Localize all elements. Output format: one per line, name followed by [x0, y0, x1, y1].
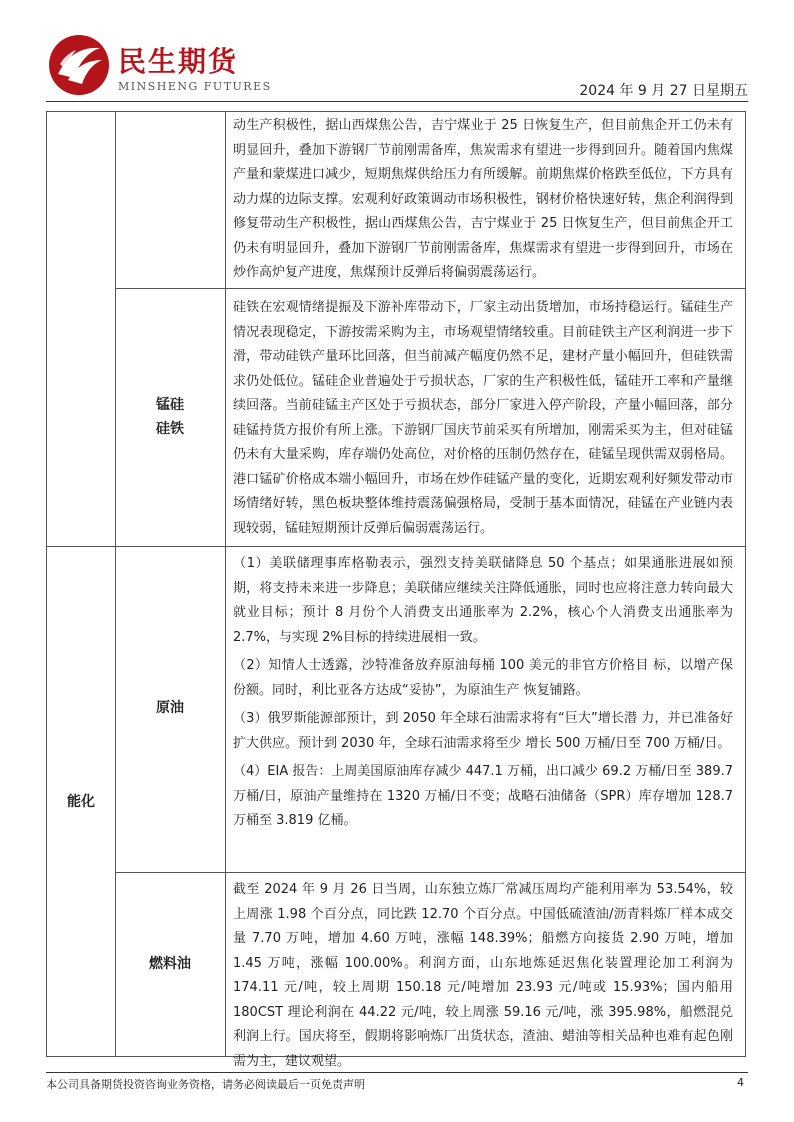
crude-oil-point-4: （4）EIA 报告：上周美国原油库存减少 447.1 万桶，出口减少 69.2 万桶/日至 389.7 万桶/日，原油产量维持在 1320 万桶/日不变；战略石油储备（SPR）库存增加 128.7 万桶至 3.819 亿桶。 [233, 764, 733, 828]
brand-name-english: MINSHENG FUTURES [118, 80, 272, 93]
crude-oil-point-1: （1）美联储理事库格勒表示，强烈支持美联储降息 50 个基点；如果通胀进展如预期，将支持未来进一步降息；美联储应继续关注降低通胀，同时也应将注意力转向最大就业目标；预计 8 月份个人消费支出通胀率为 2.2%，核心个人消费支出通胀率为 2.7%，与实现 2%目标的持续进展相一致。 [233, 556, 733, 645]
ferroalloy-analysis: 硅铁在宏观情绪提振及下游补库带动下，厂家主动出货增加，市场持稳运行。锰硅生产情况表现稳定，下游按需采购为主，市场观望情绪较重。目前硅铁主产区利润进一步下滑，带动硅铁产量环比回落，但当前减产幅度仍然不足，建材产量小幅回升，但硅铁需求仍处低位。锰硅企业普遍处于亏损状态，厂家的生产积极性低，锰硅开工率和产量继续回落。当前硅锰主产区处于亏损状态，部分厂家进入停产阶段，产量小幅回落，部分硅锰持货方报价有所上涨。下游钢厂国庆节前采买有所增加，刚需采买为主，但对硅锰仍未有大量采购，库存端仍处高位，对价格的压制仍然存在，硅锰呈现供需双弱格局。港口锰矿价格成本端小幅回升，市场在炒作硅锰产量的变化，近期宏观利好频发带动市场情绪好转，黑色板块整体维持震荡偏强格局，受制于基本面情况，硅锰在产业链内表现较弱，锰硅短期预计反弹后偏弱震荡运行。 [233, 300, 733, 536]
header-divider [46, 101, 748, 102]
commodity-table [46, 111, 746, 1069]
crude-oil-point-2: （2）知情人士透露，沙特准备放弃原油每桶 100 美元的非官方价格目 标，以增产保份额。同时，利比亚各方达成“妥协”，为原油生产 恢复铺路。 [233, 658, 733, 698]
page-header [0, 0, 794, 104]
page-number: 4 [737, 1076, 744, 1089]
ferroalloy-label: 锰硅 硅铁 [156, 397, 184, 437]
report-date: 2024 年 9 月 27 日星期五 [579, 83, 748, 99]
disclaimer-note: 本公司具备期货投资咨询业务资格，请务必阅读最后一页免责声明 [46, 1078, 365, 1091]
energy-chemicals-label: 能化 [67, 794, 95, 810]
brand-name: 民生期货 [118, 45, 239, 78]
crude-oil-analysis [225, 552, 739, 870]
footer-divider [46, 1072, 748, 1073]
crude-oil-label: 原油 [156, 700, 184, 716]
minsheng-logo [48, 34, 110, 96]
crude-oil-point-3: （3）俄罗斯能源部预计，到 2050 年全球石油需求将有“巨大”增长潜 力，并已准备好扩大供应。预计到 2030 年，全球石油需求将至少 增长 500 万桶/日至 700 万桶/日。 [233, 711, 733, 751]
fuel-oil-analysis: 截至 2024 年 9 月 26 日当周，山东独立炼厂常减压周均产能利用率为 53.54%，较上周涨 1.98 个百分点，同比跌 12.70 个百分点。中国低硫渣油/沥青料炼厂样本成交量 7.70 万吨，增加 4.60 万吨，涨幅 148.39%；船燃方向接货 2.90 万吨，增加 1.45 万吨，涨幅 100.00%。利润方面，山东地炼延迟焦化装置理论加工利润为 174.11 元/吨，较上周期 150.18 元/吨增加 23.93 元/吨或 15.93%；国内船用 180CST 理论利润在 44.22 元/吨，较上周涨 59.16 元/吨，涨 395.98%，船燃混兑利润上行。国庆将至，假期将影响炼厂出货状态，渣油、蜡油等相关品种也难有起色刚需为主，建议观望。 [233, 882, 733, 1069]
fuel-oil-label: 燃料油 [149, 956, 191, 972]
coal-coke-analysis: 动生产积极性，据山西煤焦公告，吉宁煤业于 25 日恢复生产，但目前焦企开工仍未有明显回升，叠加下游钢厂节前刚需备库，焦炭需求有望进一步得到回升。随着国内焦煤产量和蒙煤进口减少，短期焦煤供给压力有所缓解。前期焦煤价格跌至低位，下方具有动力煤的边际支撑。宏观利好政策调动市场积极性，钢材价格快速好转，焦企利润得到修复带动生产积极性，据山西煤焦公告，吉宁煤业于 25 日恢复生产，但目前焦企开工仍未有明显回升，叠加下游钢厂节前刚需备库，焦煤需求有望进一步得到回升，市场在炒作高炉复产进度，焦煤预计反弹后将偏弱震荡运行。 [233, 118, 733, 280]
